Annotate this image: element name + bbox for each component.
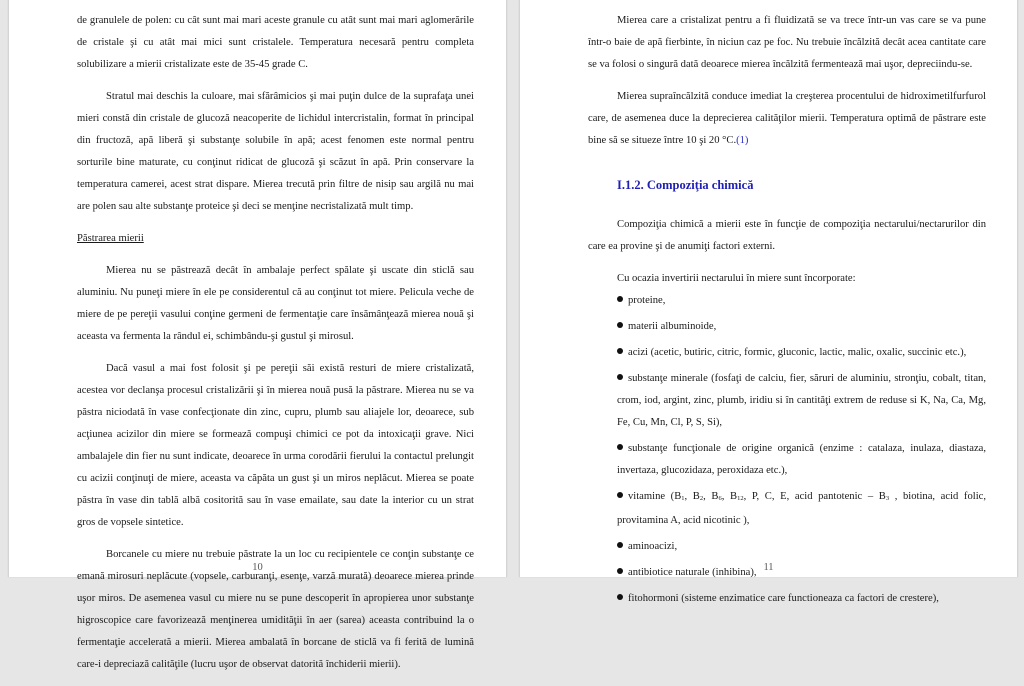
bullet-icon	[617, 296, 623, 302]
page-number: 11	[763, 562, 774, 573]
paragraph-text: Mierea supraîncălzită conduce imediat la creşterea procentului de hidroximetilfurfurol care, de asemenea duce la deprecierea calităţilor mierii. Temperatura optimă de păstrare este bine să se situeze între 10 şi 20 °C.	[588, 91, 986, 146]
list-item-text: vitamine (B	[628, 491, 682, 502]
reference-link[interactable]: (1)	[736, 135, 749, 146]
page-number: 10	[252, 562, 263, 573]
subscript: 2	[699, 495, 704, 502]
list-item-text: , P, C, E, acid pantotenic – B	[743, 491, 886, 502]
page-body	[77, 10, 474, 686]
bullet-icon	[617, 542, 623, 548]
subscript: 1	[681, 495, 685, 502]
section-subheading: Păstrarea mierii	[77, 233, 144, 244]
paragraph: Mierea nu se păstrează decât în ambalaje perfect spălate şi uscate din sticlă sau aluminiu. Nu puneţi miere în ele pe considerentul că au conţinut tot miere. Pelicula veche de miere de pe pereţii vasului conţine germeni de fermentaţie care însămânţează mierea nouă şi aceasta va fermenta la rândul ei, schimbându-şi gustul şi mirosul.	[77, 265, 474, 342]
list-item	[617, 342, 986, 364]
list-item	[617, 368, 986, 434]
list-item-text: proteine,	[628, 295, 666, 306]
list-item-text: acizi (acetic, butiric, citric, formic, gluconic, lactic, malic, oxalic, succinic etc.),	[628, 347, 967, 358]
paragraph: Stratul mai deschis la culoare, mai sfărâmicios şi mai puţin dulce de la suprafaţa unei mieri constă din cristale de glucoză neacoperite de lichidul intercristalin, format în principal din fructoză, apă liberă şi substanţe solubile în apă; acest fenomen este normal pentru sorturile bine maturate, cu conţinut ridicat de glucoză şi scăzut în apă. Prin conservare la temperatura camerei, acest strat dispare. Mierea trecută prin filtre de nisip sau argilă nu mai are polen sau alte substanţe proteice şi deci se menţine necristalizată mult timp.	[77, 91, 474, 212]
bullet-icon	[617, 322, 623, 328]
list-item	[617, 316, 986, 338]
document-page-11	[519, 0, 1018, 604]
paragraph: Dacă vasul a mai fost folosit şi pe pereţii săi există resturi de miere cristalizată, acestea vor declanşa procesul cristalizării şi în mierea nouă pusă la păstrare. Mierea nu se va păstra niciodată în vase confecţionate din zinc, cupru, plumb sau aliajele lor, deoarece, sub acţiunea acizilor din miere se formează compuşi chimici ce pot da intoxicaţii grave. Nici ambalajele din fier nu sunt indicate, deoarece în urma corodării fierului la contactul prelungit cu acizii conţinuţi de miere, aceasta va căpăta un gust şi un miros neplăcut. Mierea se poate păstra în vase din tablă albă cositorită sau în vase emailate, sau date la interior cu un strat gros de vopsele sintetice.	[77, 363, 474, 528]
bullet-icon	[617, 492, 623, 498]
bullet-icon	[617, 374, 623, 380]
bullet-icon	[617, 444, 623, 450]
list-item-vitamins	[617, 486, 986, 532]
list-item-text: fitohormoni (sisteme enzimatice care functioneaza ca factori de crestere),	[628, 593, 939, 604]
paragraph: Compoziţia chimică a mierii este în funcţie de compoziţia nectarului/nectarurilor din care ea provine şi de anumiţi factori externi.	[588, 219, 986, 252]
section-heading: I.1.2. Compoziţia chimică	[617, 178, 754, 192]
subscript: 6	[718, 495, 722, 502]
list-item-text: materii albuminoide,	[628, 321, 717, 332]
list-item-text: substanţe minerale (fosfaţi de calciu, fier, săruri de aluminiu, stronţiu, cobalt, titan, crom, iod, argint, zinc, plumb, iridiu si în cantităţi extrem de reduse si K, Na, Ca, Mg, Fe, Cu, Mn, Cl, P, S, Si),	[617, 373, 986, 428]
subscript: 12	[737, 495, 744, 502]
list-item	[617, 438, 986, 482]
paragraph: de granulele de polen: cu cât sunt mai mari aceste granule cu atât sunt mai mari aglomerările de cristale şi cu atât mai mici sunt cristalele. Temperatura necesară pentru completa solubilizare a mierii cristalizate este de 35-45 grade C.	[77, 15, 474, 70]
list-item-text: , biotina, acid folic, provitamina A, acid nicotinic ),	[617, 491, 986, 526]
paragraph: Mierea care a cristalizat pentru a fi fluidizată se va trece într-un vas care se va pune într-o baie de apă fierbinte, în niciun caz pe foc. Nu trebuie încălzită decât acea cantitate care se va folosi o singură dată deoarece mierea încălzită fermentează mai uşor, depreciindu-se.	[588, 15, 986, 70]
paragraph: Borcanele cu miere nu trebuie păstrate la un loc cu recipientele ce conţin substanţe ce emană mirosuri neplăcute (vopsele, carburanţi, esenţe, varză murată) deoarece mierea prinde uşor miros. De asemenea vasul cu miere nu se pune descoperit în apropierea unor substanţe higroscopice care favorizează menţinerea umidităţii în aer (sarea) aceasta contribuind la o fermentaţie accelerată a mierii. Mierea ambalată în borcane de sticlă va fi ferită de lumină care-i depreciază calităţile (lucru uşor de observat datorită închiderii mierii).	[77, 549, 474, 670]
list-item	[617, 588, 986, 610]
paragraph	[588, 86, 986, 152]
bullet-icon	[617, 594, 623, 600]
list-intro: Cu ocazia invertirii nectarului în miere sunt încorporate:	[617, 273, 856, 284]
bullet-icon	[617, 348, 623, 354]
list-item	[617, 290, 986, 312]
list-item	[617, 536, 986, 558]
list-item-text: aminoacizi,	[628, 541, 678, 552]
page-body	[588, 10, 986, 614]
document-page-10	[8, 0, 507, 670]
list-item-text: substanţe funcţionale de origine organică (enzime : catalaza, inulaza, diastaza, invertaza, glucozidaza, peroxidaza etc.),	[617, 443, 986, 476]
list-item-text: antibiotice naturale (inhibina),	[628, 567, 757, 578]
list-item-text: , B	[721, 491, 738, 502]
list-item-text: , B	[684, 491, 700, 502]
list-item-text: , B	[703, 491, 719, 502]
subscript: 3	[885, 495, 890, 502]
